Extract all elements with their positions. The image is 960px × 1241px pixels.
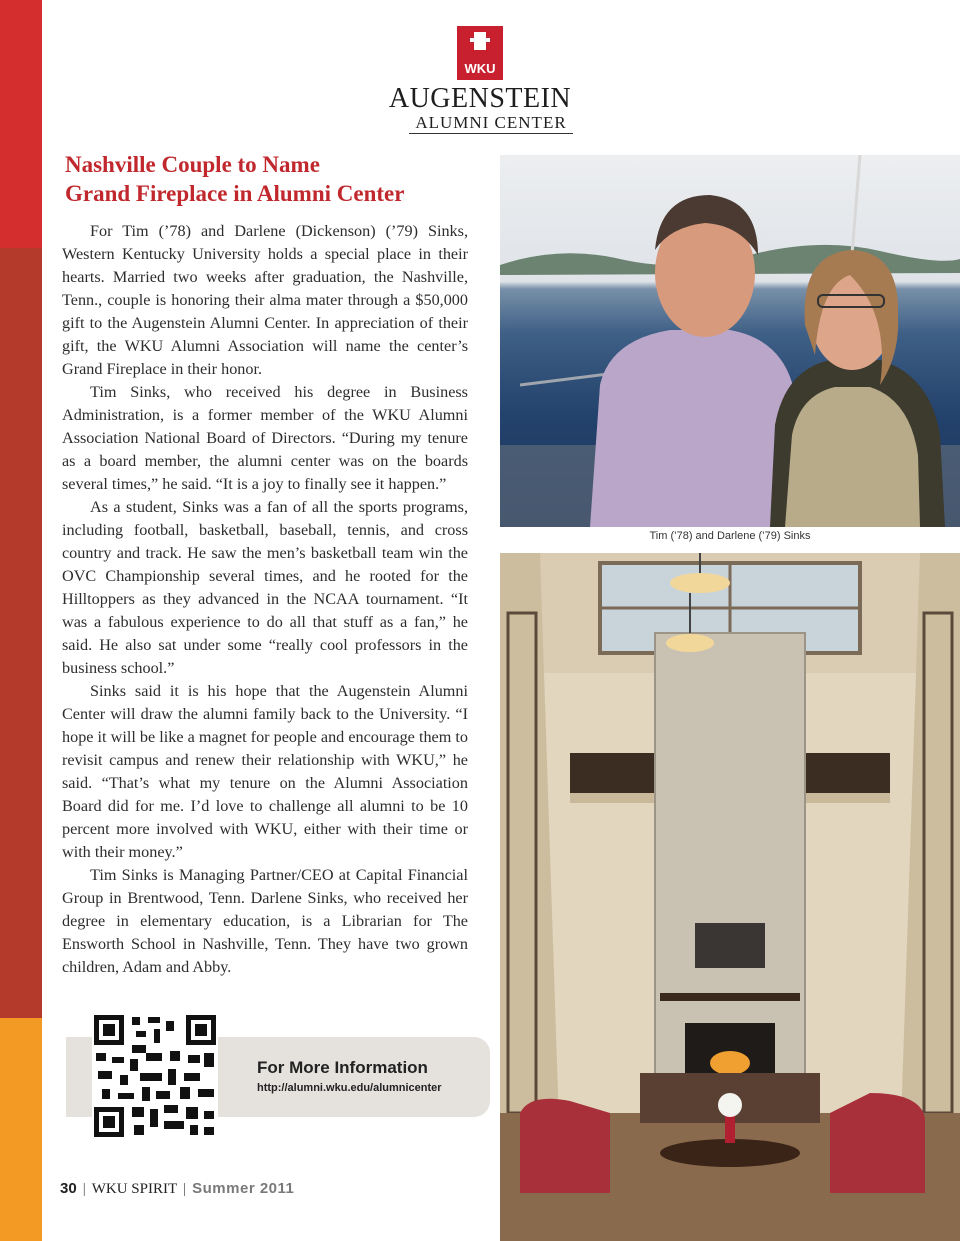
article-paragraph: Tim Sinks is Managing Partner/CEO at Capital Financial Group in Brentwood, Tenn. Darlene Sinks, who received her degree in elementary education, is a Librarian for The Ensworth School in Nashville, Tenn. They have two grown children, Adam and Abby.	[62, 866, 468, 976]
article-paragraph: For Tim (’78) and Darlene (Dickenson) (’79) Sinks, Western Kentucky University holds a special place in their hearts. Married two weeks after graduation, the Nashville, Tenn., couple is honoring their alma mater through a $50,000 gift to the Augenstein Alumni Center. In appreciation of their gift, the WKU Alumni Association will name the center’s Grand Fireplace in their honor.	[62, 222, 468, 378]
fireplace-illustration	[500, 553, 960, 1241]
footer-separator: |	[183, 1181, 187, 1197]
headline	[65, 150, 485, 208]
couple-photo	[500, 155, 960, 527]
couple-photo-illustration	[500, 155, 960, 527]
page-footer	[60, 1180, 294, 1198]
article-paragraph: Sinks said it is his hope that the Augenstein Alumni Center will draw the alumni family back to the University. “I hope it will be like a magnet for people and encourage them to revisit campus and renew their relationship with WKU,” he said. “That’s what my tenure on the Alumni Association Board did for me. I’d love to challenge all alumni to be 10 percent more involved with WKU, either with their time or with their money.”	[62, 682, 468, 861]
qr-code[interactable]	[92, 1013, 218, 1139]
info-url-link[interactable]: http://alumni.wku.edu/alumnicenter	[257, 1082, 442, 1094]
cupola-icon	[474, 32, 486, 50]
article-body	[62, 220, 468, 979]
footer-separator: |	[82, 1181, 86, 1197]
side-band-maroon	[0, 248, 42, 1018]
side-band-red	[0, 0, 42, 248]
issue-label: Summer 2011	[192, 1180, 295, 1197]
fireplace-rendering	[500, 553, 960, 1241]
logo-subtitle: ALUMNI CENTER	[409, 114, 572, 134]
wku-badge-text: WKU	[464, 61, 496, 76]
headline-line-2: Grand Fireplace in Alumni Center	[65, 181, 405, 206]
side-band-orange	[0, 1018, 42, 1241]
wku-badge	[457, 26, 503, 80]
info-title: For More Information	[257, 1058, 428, 1077]
article-paragraph: Tim Sinks, who received his degree in Business Administration, is a former member of the WKU Alumni Association National Board of Directors. “During my tenure as a board member, the alumni center was on the boards several times,” he said. “It is a joy to finally see it happen.”	[62, 383, 468, 493]
page-number: 30	[60, 1180, 77, 1197]
logo-title: AUGENSTEIN	[388, 83, 572, 114]
article-paragraph: As a student, Sinks was a fan of all the sports programs, including football, basketball, baseball, tennis, and cross country and track. He saw the men’s basketball team win the OVC Championship several times, and he rooted for the Hilltoppers as they advanced in the NCAA tournament. “It was a fabulous experience to do all that stuff as a fan,” he said. He also sat under some “really cool professors in the business school.”	[62, 498, 468, 677]
augenstein-logo	[380, 26, 580, 134]
photo-caption: Tim (’78) and Darlene (’79) Sinks	[649, 530, 811, 542]
headline-line-1: Nashville Couple to Name	[65, 152, 320, 177]
qr-code-icon	[92, 1013, 218, 1139]
publication-name: WKU SPIRIT	[91, 1181, 178, 1197]
